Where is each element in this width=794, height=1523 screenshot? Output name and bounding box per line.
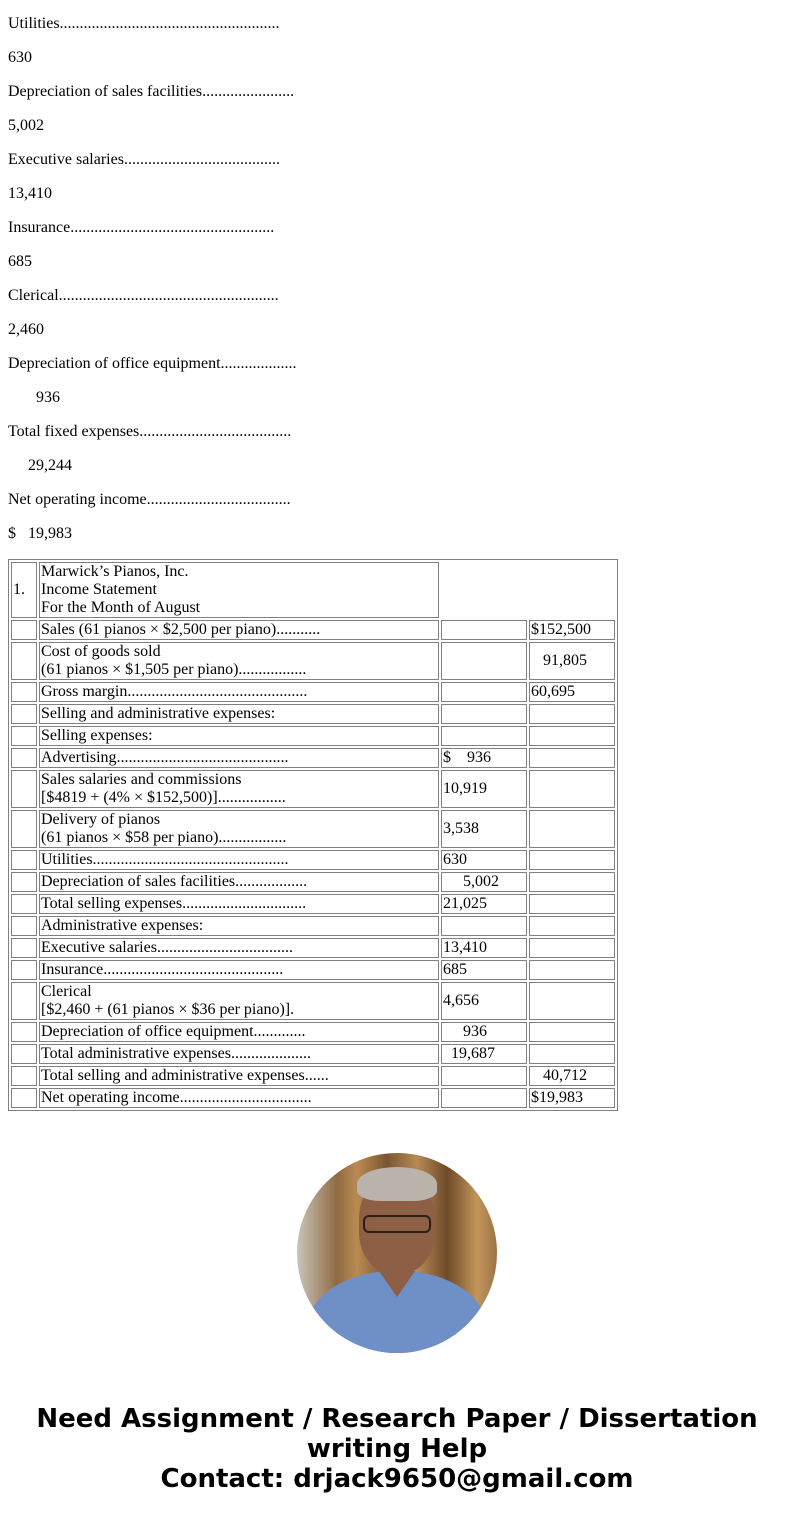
- row-number-cell: [11, 894, 37, 914]
- row-total-amount: 60,695: [529, 682, 615, 702]
- row-description: Selling and administrative expenses:: [39, 704, 439, 724]
- promo-line-2: writing Help: [306, 1434, 488, 1464]
- row-total-amount: [529, 938, 615, 958]
- row-total-amount: [529, 894, 615, 914]
- promo-contact: Contact: drjack9650@gmail.com: [160, 1464, 634, 1494]
- row-number-cell: [11, 1066, 37, 1086]
- expense-line: Total fixed expenses......................................: [8, 423, 292, 440]
- statement-row: [11, 1066, 615, 1086]
- row-description: Delivery of pianos (61 pianos × $58 per piano).................: [39, 810, 439, 848]
- row-detail-amount: 3,538: [441, 810, 527, 848]
- promo-banner: [0, 1404, 794, 1494]
- statement-heading: [39, 562, 439, 618]
- expense-line: 630: [8, 49, 32, 66]
- expense-lines: [8, 14, 628, 558]
- row-number-cell: [11, 726, 37, 746]
- expense-line: Executive salaries.......................................: [8, 151, 280, 168]
- promo-line-1: Need Assignment / Research Paper / Dissertation: [36, 1404, 758, 1434]
- expense-line: $ 19,983: [8, 525, 72, 542]
- statement-number: 1.: [11, 562, 37, 618]
- row-description: Advertising...........................................: [39, 748, 439, 768]
- expense-line: Depreciation of sales facilities.......................: [8, 83, 295, 100]
- statement-row: [11, 982, 615, 1020]
- row-description: Sales salaries and commissions [$4819 + (4% × $152,500)].................: [39, 770, 439, 808]
- row-number-cell: [11, 960, 37, 980]
- statement-row: [11, 726, 615, 746]
- expense-line: Utilities.......................................................: [8, 15, 280, 32]
- statement-title: Income Statement: [41, 581, 157, 598]
- row-detail-amount: 21,025: [441, 894, 527, 914]
- photo-hair: [357, 1167, 437, 1201]
- statement-header-row: [11, 562, 615, 618]
- row-number-cell: [11, 872, 37, 892]
- row-description: Gross margin.............................................: [39, 682, 439, 702]
- row-detail-amount: 13,410: [441, 938, 527, 958]
- row-detail-amount: [441, 1088, 527, 1108]
- author-photo: [297, 1153, 497, 1353]
- company-name: Marwick’s Pianos, Inc.: [41, 563, 189, 580]
- statement-row: [11, 642, 615, 680]
- expense-line: 685: [8, 253, 32, 270]
- row-number-cell: [11, 682, 37, 702]
- row-detail-amount: [441, 642, 527, 680]
- row-detail-amount: $ 936: [441, 748, 527, 768]
- header-spacer: [441, 562, 615, 618]
- row-description: Administrative expenses:: [39, 916, 439, 936]
- expense-line: 2,460: [8, 321, 44, 338]
- row-detail-amount: 19,687: [441, 1044, 527, 1064]
- statement-row: [11, 938, 615, 958]
- row-description: Depreciation of office equipment.............: [39, 1022, 439, 1042]
- row-total-amount: [529, 850, 615, 870]
- statement-row: [11, 620, 615, 640]
- row-description: Net operating income.................................: [39, 1088, 439, 1108]
- row-number-cell: [11, 810, 37, 848]
- statement-row: [11, 894, 615, 914]
- statement-row: [11, 916, 615, 936]
- row-detail-amount: [441, 1066, 527, 1086]
- row-description: Total selling expenses...............................: [39, 894, 439, 914]
- row-description: Cost of goods sold (61 pianos × $1,505 per piano).................: [39, 642, 439, 680]
- row-description: Insurance.............................................: [39, 960, 439, 980]
- row-number-cell: [11, 850, 37, 870]
- row-number-cell: [11, 1088, 37, 1108]
- row-number-cell: [11, 1044, 37, 1064]
- row-detail-amount: [441, 726, 527, 746]
- expense-line: Net operating income....................................: [8, 491, 291, 508]
- expense-line: Depreciation of office equipment...................: [8, 355, 297, 372]
- statement-row: [11, 748, 615, 768]
- row-description: Selling expenses:: [39, 726, 439, 746]
- row-number-cell: [11, 916, 37, 936]
- row-description: Total selling and administrative expenses......: [39, 1066, 439, 1086]
- row-number-cell: [11, 704, 37, 724]
- photo-glasses: [363, 1215, 431, 1233]
- statement-row: [11, 850, 615, 870]
- row-detail-amount: [441, 916, 527, 936]
- statement-row: [11, 770, 615, 808]
- row-number-cell: [11, 982, 37, 1020]
- expense-line: 29,244: [8, 457, 72, 474]
- statement-row: [11, 960, 615, 980]
- row-total-amount: $19,983: [529, 1088, 615, 1108]
- row-number-cell: [11, 938, 37, 958]
- statement-row: [11, 1088, 615, 1108]
- expense-line: 936: [8, 389, 60, 406]
- row-total-amount: [529, 748, 615, 768]
- row-detail-amount: [441, 704, 527, 724]
- row-total-amount: 91,805: [529, 642, 615, 680]
- row-total-amount: $152,500: [529, 620, 615, 640]
- expense-line: 5,002: [8, 117, 44, 134]
- row-total-amount: [529, 770, 615, 808]
- row-description: Sales (61 pianos × $2,500 per piano)...........: [39, 620, 439, 640]
- statement-row: [11, 682, 615, 702]
- row-description: Utilities.................................................: [39, 850, 439, 870]
- row-detail-amount: 10,919: [441, 770, 527, 808]
- row-number-cell: [11, 642, 37, 680]
- expense-line: Insurance...................................................: [8, 219, 275, 236]
- statement-row: [11, 1044, 615, 1064]
- row-detail-amount: 685: [441, 960, 527, 980]
- row-total-amount: [529, 872, 615, 892]
- row-detail-amount: 630: [441, 850, 527, 870]
- row-total-amount: 40,712: [529, 1066, 615, 1086]
- row-number-cell: [11, 1022, 37, 1042]
- statement-row: [11, 1022, 615, 1042]
- row-description: Total administrative expenses....................: [39, 1044, 439, 1064]
- row-total-amount: [529, 960, 615, 980]
- row-detail-amount: 5,002: [441, 872, 527, 892]
- income-statement: [8, 559, 618, 1111]
- expense-line: 13,410: [8, 185, 52, 202]
- row-detail-amount: [441, 682, 527, 702]
- row-description: Depreciation of sales facilities..................: [39, 872, 439, 892]
- row-number-cell: [11, 620, 37, 640]
- statement-row: [11, 704, 615, 724]
- row-detail-amount: 936: [441, 1022, 527, 1042]
- row-total-amount: [529, 726, 615, 746]
- row-description: Executive salaries..................................: [39, 938, 439, 958]
- row-detail-amount: 4,656: [441, 982, 527, 1020]
- expense-line: Clerical.......................................................: [8, 287, 279, 304]
- row-description: Clerical [$2,460 + (61 pianos × $36 per piano)].: [39, 982, 439, 1020]
- row-detail-amount: [441, 620, 527, 640]
- row-number-cell: [11, 748, 37, 768]
- row-total-amount: [529, 704, 615, 724]
- row-total-amount: [529, 982, 615, 1020]
- row-total-amount: [529, 1022, 615, 1042]
- statement-row: [11, 810, 615, 848]
- statement-row: [11, 872, 615, 892]
- row-total-amount: [529, 1044, 615, 1064]
- row-total-amount: [529, 810, 615, 848]
- income-statement-table: [8, 559, 618, 1111]
- row-number-cell: [11, 770, 37, 808]
- row-total-amount: [529, 916, 615, 936]
- statement-period: For the Month of August: [41, 599, 201, 616]
